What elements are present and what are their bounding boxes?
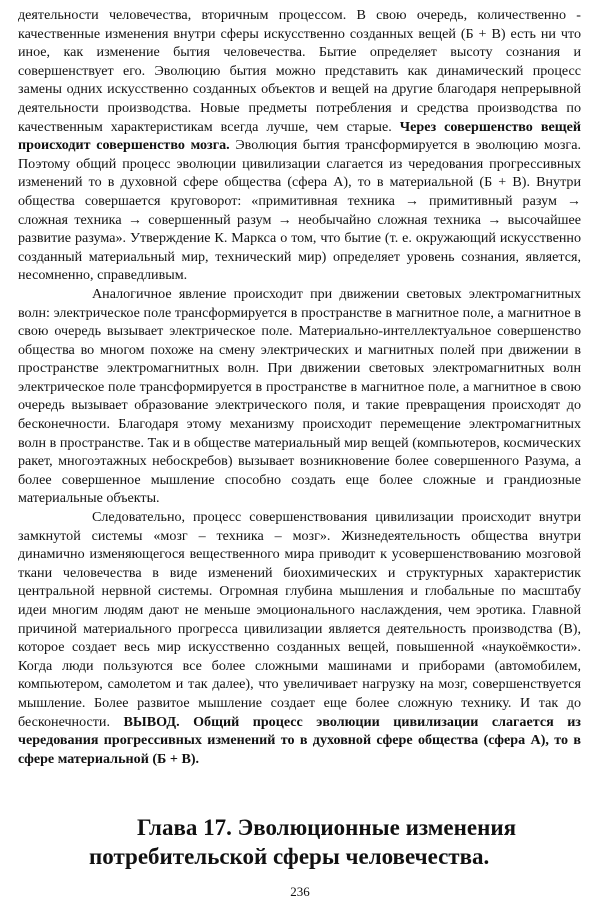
chapter-heading-line-1: Глава 17. Эволюционные изменения [137,815,517,840]
paragraph-1-text-a: деятельности человечества, вторичным процессом. В свою очередь, количественно - качественные изменения внутри сферы искусственно созданных вещей (Б + В) есть ни что иное, как изменение бытия человечества. Бытие определяет высоту сознания и совершенствует его. Эволюцию бытия можно представить как динамический процесс замены одних искусственно созданных объектов и вещей на другие благодаря непрерывной деятельности производства. Новые предметы потребления и средства производства по качественным характеристикам всегда лучше, чем старые. [18,7,581,135]
paragraph-1-bold-statement: Через совершенство вещей происходит совершенство мозга. [18,118,582,154]
chapter-heading [0,813,600,871]
chapter-heading-line-2: потребительской сферы человечества. [89,844,490,869]
page-number: 236 [290,884,310,899]
paragraph-3-conclusion: ВЫВОД. Общий процесс эволюции цивилизации слагается из чередования прогрессивных изменений то в духовной сфере общества (сфера А), то в сфере материальной (Б + В). [18,713,581,767]
paragraph-1 [18,6,581,285]
paragraph-2: Аналогичное явление происходит при движении световых электромагнитных волн: электрическое поле трансформируется в пространстве в магнитное поле, а магнитное в свою очередь вызывает электрическое поле. Материально-интеллектуальное совершенство общества во многом похоже на смену электрических и магнитных полей при движении в пространстве электромагнитных волн. При движении световых электромагнитных волн электрическое поле трансформируется в пространстве в магнитное поле, а магнитное в свою очередь вызывает образование электрического поля, и такие превращения происходят до бесконечности. Благодаря этому механизму происходит перемещение электромагнитных волн в пространстве. Так и в обществе материальный мир вещей (компьютеров, космических ракет, многоэтажных небоскребов) вызывает возникновение более совершенного Разума, а более совершенное мышление способно создать еще более сложные и грандиозные материальные объекты. [18,285,581,507]
paragraph-3-text: Следовательно, процесс совершенствования цивилизации происходит внутри замкнутой системы «мозг – техника – мозг». Жизнедеятельность общества внутри динамично изменяющегося вещественного мира приводит к усовершенствованию мозговой ткани человечества в виде изменений биохимических и структурных характеристик центральной нервной системы. Огромная глубина мышления и глобальные по масштабу идеи многим людям дают не меньше эмоционального наслаждения, чем эротика. Главной причиной материального прогресса цивилизации является деятельность производства (В), которое создает весь мир искусственно созданных вещей, повышенной «наукоёмкости». Когда люди пользуются все более сложными машинами и приборами (автомобилем, компьютером, самолетом и так далее), что увеличивает нагрузку на мозг, совершенствуется мышление. Более развитое мышление создает еще более сложную технику. И так до бесконечности. [18,509,581,730]
page-body [18,6,581,768]
paragraph-1-text-b: Эволюция бытия трансформируется в эволюцию мозга. Поэтому общий процесс эволюции цивилизации слагается из чередования прогрессивных изменений то в духовной сфере общества (сфера А), то в материальной (Б + В). Внутри общества совершается круговорот: «примитивная техника → примитивный разум → сложная техника → совершенный разум → необычайно сложная техника → высочайшее развитие разума». Утверждение К. Маркса о том, что бытие (т. е. окружающий искусственно созданный материальный мир, технический мир) определяет уровень сознания, является, несомненно, справедливым. [18,137,581,284]
paragraph-3 [18,508,581,768]
